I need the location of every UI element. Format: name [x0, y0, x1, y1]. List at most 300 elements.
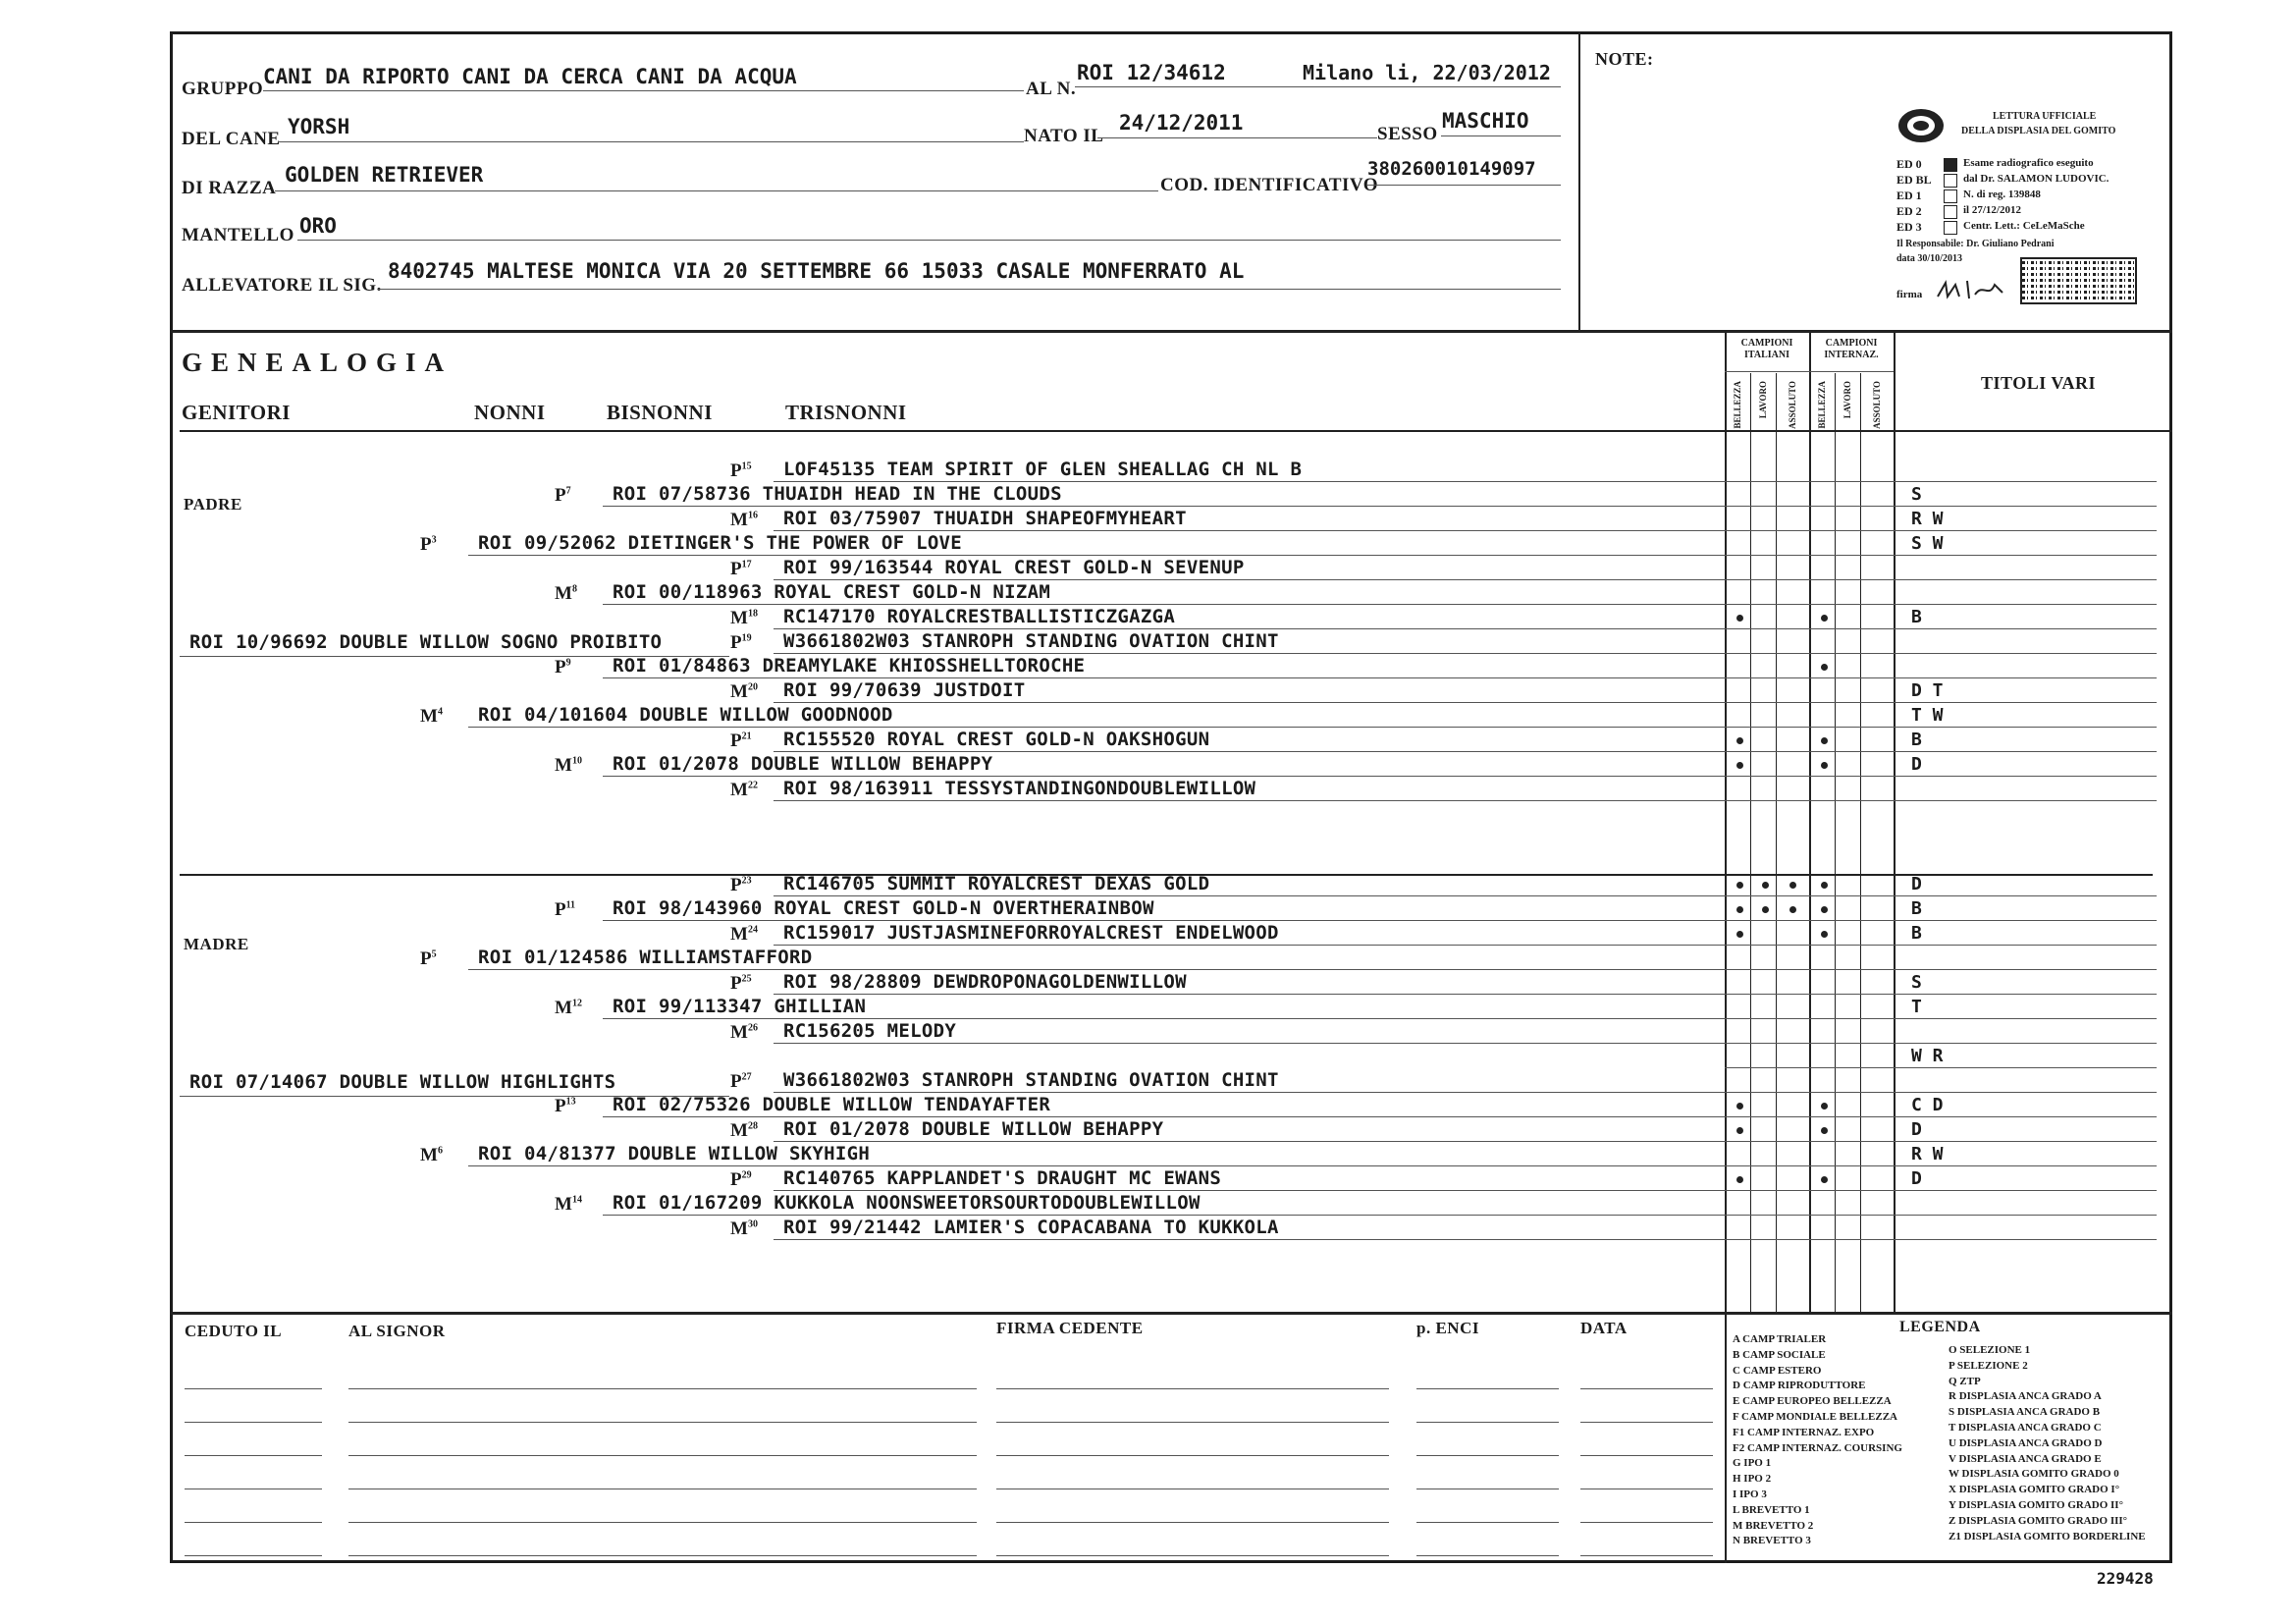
stamp-code-1: ED BL [1896, 173, 1932, 187]
sub-col-3: BELLEZZA [1817, 381, 1827, 429]
pedigree-mark [730, 1071, 752, 1093]
pedigree-mark [420, 706, 443, 728]
razza-underline [275, 190, 1158, 191]
pedigree-mark [555, 998, 582, 1019]
pedigree-mark [730, 608, 758, 629]
stamp-code-2: ED 1 [1896, 189, 1922, 202]
pedigree-mark [730, 973, 752, 995]
stamp-checkbox-0 [1944, 158, 1957, 172]
pedigree-mark-number: 16 [747, 510, 758, 521]
stamp-text-3: il 27/12/2012 [1963, 204, 2021, 216]
legenda-item: T DISPLASIA ANCA GRADO C [1949, 1422, 2102, 1434]
titles-vari-value: D [1911, 874, 1922, 894]
champion-mark [1736, 1103, 1743, 1110]
pedigree-underline [603, 506, 1725, 507]
pedigree-mark [555, 1194, 582, 1216]
pedigree-entry: ROI 99/21442 LAMIER'S COPACABANA TO KUKKOLA [783, 1217, 1279, 1238]
sub-col-2: ASSOLUTO [1788, 381, 1797, 429]
titles-vari-value: C D [1911, 1095, 1944, 1115]
p-enci-label: p. ENCI [1416, 1319, 1479, 1337]
legenda-item: G IPO 1 [1733, 1457, 1772, 1470]
stamp-checkbox-3 [1944, 205, 1957, 219]
pedigree-mark-number: 3 [431, 534, 437, 546]
legenda-item: M BREVETTO 2 [1733, 1519, 1814, 1532]
col-nonni: NONNI [474, 401, 546, 424]
footer-blank-line [996, 1522, 1389, 1523]
pedigree-mark-letter: M [730, 608, 748, 628]
footer-blank-line [1416, 1522, 1559, 1523]
legenda-item: Q ZTP [1949, 1375, 1981, 1387]
signature [1934, 275, 2007, 304]
legenda-item: D CAMP RIPRODUTTORE [1733, 1380, 1866, 1392]
padre-name: ROI 10/96692 DOUBLE WILLOW SOGNO PROIBITO [189, 631, 663, 653]
pedigree-mark [555, 1096, 576, 1117]
pedigree-underline [774, 751, 1725, 752]
titles-row-line [1725, 1190, 2157, 1191]
titles-row-line [1725, 800, 2157, 801]
pedigree-entry: ROI 02/75326 DOUBLE WILLOW TENDAYAFTER [613, 1094, 1051, 1115]
champion-mark [1789, 882, 1796, 889]
titles-row-line [1725, 506, 2157, 507]
titles-vari-value: R W [1911, 509, 1944, 529]
pedigree-mark [555, 485, 571, 507]
footer-blank-line [1580, 1422, 1713, 1423]
legenda-item: C CAMP ESTERO [1733, 1364, 1822, 1377]
del-cane-label: DEL CANE [182, 129, 281, 149]
titles-row-line [1725, 653, 2157, 654]
pedigree-mark-letter: P [730, 973, 742, 994]
legenda-item: L BREVETTO 1 [1733, 1503, 1810, 1516]
stamp-code-3: ED 2 [1896, 204, 1922, 218]
pedigree-mark [730, 1120, 758, 1142]
footer-blank-line [1580, 1555, 1713, 1556]
col-genitori: GENITORI [182, 401, 291, 424]
footer-blank-line [996, 1422, 1389, 1423]
pedigree-underline [468, 727, 1725, 728]
pedigree-entry: ROI 98/28809 DEWDROPONAGOLDENWILLOW [783, 971, 1187, 993]
pedigree-mark-number: 26 [747, 1022, 758, 1034]
pedigree-mark [420, 948, 437, 970]
pedigree-mark [555, 583, 577, 605]
titles-vari-value: D [1911, 1119, 1922, 1140]
pedigree-underline [468, 555, 1725, 556]
razza-label: DI RAZZA [182, 178, 277, 198]
genealogy-title: GENEALOGIA [182, 348, 454, 377]
footer-blank-line [1416, 1555, 1559, 1556]
champion-mark [1736, 906, 1743, 913]
pedigree-mark [730, 632, 752, 654]
pedigree-mark-letter: P [730, 460, 742, 481]
legend-divider [1725, 1312, 1727, 1563]
footer-blank-line [348, 1422, 977, 1423]
champion-mark [1821, 1176, 1828, 1183]
pedigree-underline [468, 969, 1725, 970]
pedigree-mark-letter: P [730, 559, 742, 579]
pedigree-mark-number: 14 [571, 1194, 582, 1206]
pedigree-underline [774, 1190, 1725, 1191]
titles-row-line [1725, 945, 2157, 946]
pedigree-mark-letter: P [555, 485, 566, 506]
pedigree-mark-number: 21 [741, 731, 752, 742]
pedigree-entry: ROI 04/101604 DOUBLE WILLOW GOODNOOD [478, 704, 893, 726]
pedigree-mark-letter: M [555, 998, 572, 1018]
pedigree-entry: RC159017 JUSTJASMINEFORROYALCREST ENDELWOOD [783, 922, 1279, 944]
footer-blank-line [185, 1455, 322, 1456]
pedigree-underline [774, 1092, 1725, 1093]
pedigree-entry: ROI 99/113347 GHILLIAN [613, 996, 867, 1017]
pedigree-underline [774, 579, 1725, 580]
pedigree-mark [420, 534, 437, 556]
legenda-item: Z1 DISPLASIA GOMITO BORDERLINE [1949, 1530, 2146, 1543]
pedigree-mark-letter: P [555, 899, 566, 920]
stamp-checkbox-2 [1944, 189, 1957, 203]
champion-mark [1789, 906, 1796, 913]
footer-blank-line [348, 1522, 977, 1523]
pedigree-mark [730, 1218, 758, 1240]
footer-blank-line [1580, 1522, 1713, 1523]
pedigree-underline [774, 1141, 1725, 1142]
pedigree-mark [555, 755, 582, 777]
nato-il-value: 24/12/2011 [1119, 111, 1244, 135]
legenda-item: X DISPLASIA GOMITO GRADO I° [1949, 1484, 2120, 1496]
gruppo-value: CANI DA RIPORTO CANI DA CERCA CANI DA ACQUA [263, 65, 797, 88]
header-bottom-line [170, 330, 2172, 333]
allevatore-value: 8402745 MALTESE MONICA VIA 20 SETTEMBRE 66 15033 CASALE MONFERRATO AL [388, 259, 1245, 283]
pedigree-mark-letter: M [730, 1120, 748, 1141]
footer-blank-line [1416, 1388, 1559, 1389]
pedigree-mark [730, 510, 758, 531]
titles-row-line [1725, 994, 2157, 995]
al-signor-label: AL SIGNOR [348, 1322, 446, 1340]
champion-col-3 [1809, 332, 1811, 1314]
champion-mark [1736, 737, 1743, 744]
footer-blank-line [996, 1388, 1389, 1389]
pedigree-entry: ROI 04/81377 DOUBLE WILLOW SKYHIGH [478, 1143, 871, 1164]
sesso-value: MASCHIO [1442, 109, 1529, 133]
col-bisnonni: BISNONNI [607, 401, 713, 424]
pedigree-underline [468, 1165, 1725, 1166]
stamp-checkbox-4 [1944, 221, 1957, 235]
champion-mark [1821, 615, 1828, 622]
titles-row-line [1725, 1141, 2157, 1142]
pedigree-entry: ROI 99/163544 ROYAL CREST GOLD-N SEVENUP [783, 557, 1245, 578]
pedigree-entry: ROI 00/118963 ROYAL CREST GOLD-N NIZAM [613, 581, 1051, 603]
titles-row-line [1725, 1092, 2157, 1093]
al-n-label: AL N. [1026, 79, 1077, 99]
al-n-underline [1075, 86, 1561, 87]
titles-vari-value: D [1911, 754, 1922, 775]
champion-mark [1821, 664, 1828, 671]
pedigree-underline [774, 895, 1725, 896]
pedigree-mark-number: 10 [571, 755, 582, 767]
titles-vari-value: W R [1911, 1046, 1944, 1066]
pedigree-mark-number: 5 [431, 948, 437, 960]
titles-row-line [1725, 969, 2157, 970]
champion-header-bottom [1725, 430, 2172, 432]
sesso-underline [1441, 135, 1561, 136]
champion-header-sep [1725, 371, 1894, 372]
footer-blank-line [348, 1455, 977, 1456]
footer-blank-line [348, 1555, 977, 1556]
pedigree-mark-letter: M [555, 1194, 572, 1215]
legenda-item: F CAMP MONDIALE BELLEZZA [1733, 1411, 1897, 1423]
pedigree-mark-letter: M [730, 1218, 748, 1239]
pedigree-mark-letter: M [730, 681, 748, 702]
pedigree-mark [730, 731, 752, 752]
razza-value: GOLDEN RETRIEVER [285, 163, 484, 187]
titles-vari-value: S W [1911, 533, 1944, 554]
pedigree-mark [555, 657, 571, 678]
stamp-text-4: Centr. Lett.: CeLeMaSche [1963, 220, 2085, 232]
titles-row-line [1725, 677, 2157, 678]
champion-col-1 [1750, 373, 1751, 1314]
pedigree-mark-number: 6 [437, 1145, 443, 1157]
legenda-item: F1 CAMP INTERNAZ. EXPO [1733, 1426, 1875, 1438]
pedigree-mark [730, 924, 758, 946]
pedigree-underline [774, 800, 1725, 801]
champion-mark [1736, 615, 1743, 622]
pedigree-mark [730, 559, 752, 580]
stamp-qr-code [2020, 257, 2137, 304]
footer-blank-line [1580, 1455, 1713, 1456]
pedigree-underline [774, 1239, 1725, 1240]
pedigree-mark-letter: P [420, 948, 432, 969]
pedigree-mark-number: 11 [565, 899, 576, 911]
pedigree-entry: ROI 01/2078 DOUBLE WILLOW BEHAPPY [783, 1118, 1164, 1140]
nato-il-underline [1097, 137, 1377, 138]
pedigree-mark [555, 899, 575, 921]
footer-blank-line [185, 1522, 322, 1523]
pedigree-mark-letter: M [555, 583, 572, 604]
pedigree-entry: RC156205 MELODY [783, 1020, 957, 1042]
del-cane-value: YORSH [288, 115, 350, 138]
champion-col-4 [1835, 373, 1836, 1314]
pedigree-mark-letter: P [730, 731, 742, 751]
pedigree-underline [774, 628, 1725, 629]
footer-blank-line [185, 1422, 322, 1423]
pedigree-mark-number: 28 [747, 1120, 758, 1132]
footer-blank-line [185, 1388, 322, 1389]
pedigree-entry: ROI 99/70639 JUSTDOIT [783, 679, 1026, 701]
place-date: Milano li, 22/03/2012 [1303, 61, 1551, 84]
cod-value: 380260010149097 [1367, 158, 1536, 180]
pedigree-entry: RC146705 SUMMIT ROYALCREST DEXAS GOLD [783, 873, 1210, 894]
titles-row-line [1725, 1018, 2157, 1019]
stamp-title-2: DELLA DISPLASIA DEL GOMITO [1961, 126, 2116, 136]
pedigree-underline [603, 920, 1725, 921]
titles-row-line [1725, 1067, 2157, 1068]
stamp-checkbox-1 [1944, 174, 1957, 188]
stamp-title-1: LETTURA UFFICIALE [1993, 111, 2097, 122]
campioni-italiani: CAMPIONI ITALIANI [1740, 338, 1793, 360]
stamp-code-4: ED 3 [1896, 220, 1922, 234]
pedigree-mark-number: 27 [741, 1071, 752, 1083]
data-label: DATA [1580, 1319, 1628, 1337]
footer-blank-line [1580, 1388, 1713, 1389]
sub-col-0: BELLEZZA [1733, 381, 1742, 429]
champion-col-2 [1776, 373, 1777, 1314]
legenda-item: A CAMP TRIALER [1733, 1333, 1827, 1345]
titles-row-line [1725, 751, 2157, 752]
pedigree-entry: W3661802W03 STANROPH STANDING OVATION CHINT [783, 630, 1279, 652]
stamp-text-2: N. di reg. 139848 [1963, 189, 2041, 200]
stamp-text-1: dal Dr. SALAMON LUDOVIC. [1963, 173, 2109, 185]
titles-row-line [1725, 1165, 2157, 1166]
pedigree-mark-letter: M [730, 510, 748, 530]
cod-underline [1367, 185, 1561, 186]
pedigree-entry: ROI 98/163911 TESSYSTANDINGONDOUBLEWILLOW [783, 778, 1256, 799]
pedigree-mark-number: 15 [741, 460, 752, 472]
pedigree-mark-letter: M [555, 755, 572, 776]
stamp-code-0: ED 0 [1896, 157, 1922, 171]
madre-name: ROI 07/14067 DOUBLE WILLOW HIGHLIGHTS [189, 1071, 616, 1093]
al-n-value: ROI 12/34612 [1077, 61, 1226, 84]
titles-vari-value: B [1911, 923, 1922, 944]
champion-mark [1736, 931, 1743, 938]
pedigree-entry: ROI 01/84863 DREAMYLAKE KHIOSSHELLTOROCHE [613, 655, 1086, 677]
madre-label: MADRE [184, 935, 249, 953]
titles-vari-value: T W [1911, 705, 1944, 726]
titles-row-line [1725, 555, 2157, 556]
pedigree-mark [730, 1022, 758, 1044]
pedigree-mark-letter: P [730, 1169, 742, 1190]
footer-blank-line [1416, 1455, 1559, 1456]
legenda-item: Y DISPLASIA GOMITO GRADO II° [1949, 1499, 2123, 1511]
titles-vari-value: S [1911, 972, 1922, 993]
champion-mark [1821, 1103, 1828, 1110]
pedigree-mark-letter: P [730, 875, 742, 895]
pedigree-underline [774, 530, 1725, 531]
pedigree-underline [774, 945, 1725, 946]
legenda-item: H IPO 2 [1733, 1473, 1772, 1486]
champion-mark [1762, 906, 1769, 913]
nato-il-label: NATO IL [1024, 126, 1104, 146]
legenda-title: LEGENDA [1899, 1319, 1981, 1335]
champion-mark [1821, 762, 1828, 769]
pedigree-entry: LOF45135 TEAM SPIRIT OF GLEN SHEALLAG CH NL B [783, 459, 1303, 480]
legenda-item: Z DISPLASIA GOMITO GRADO III° [1949, 1514, 2128, 1527]
pedigree-underline [603, 1018, 1725, 1019]
pedigree-mark-number: 4 [437, 706, 443, 718]
titles-row-line [1725, 920, 2157, 921]
champion-mark [1821, 931, 1828, 938]
footer-blank-line [185, 1555, 322, 1556]
pedigree-mark [730, 1169, 752, 1191]
stamp-text-0: Esame radiografico eseguito [1963, 157, 2094, 169]
titles-vari-value: T [1911, 997, 1922, 1017]
pedigree-underline [774, 481, 1725, 482]
pedigree-mark-number: 8 [571, 583, 577, 595]
titles-vari-value: B [1911, 730, 1922, 750]
pedigree-entry: RC155520 ROYAL CREST GOLD-N OAKSHOGUN [783, 729, 1210, 750]
footer-blank-line [1416, 1422, 1559, 1423]
pedigree-entry: ROI 07/58736 THUAIDH HEAD IN THE CLOUDS [613, 483, 1062, 505]
pedigree-entry: ROI 01/2078 DOUBLE WILLOW BEHAPPY [613, 753, 993, 775]
pedigree-entry: ROI 01/167209 KUKKOLA NOONSWEETORSOURTODOUBLEWILLOW [613, 1192, 1201, 1214]
legenda-item: R DISPLASIA ANCA GRADO A [1949, 1390, 2102, 1403]
champion-mark [1736, 762, 1743, 769]
titoli-vari: TITOLI VARI [1981, 373, 2097, 393]
legenda-item: U DISPLASIA ANCA GRADO D [1949, 1436, 2103, 1449]
titles-row-line [1725, 1116, 2157, 1117]
pedigree-entry: ROI 09/52062 DIETINGER'S THE POWER OF LOVE [478, 532, 963, 554]
sub-col-5: ASSOLUTO [1872, 381, 1882, 429]
pedigree-mark-letter: M [730, 780, 748, 800]
note-label: NOTE: [1595, 49, 1654, 69]
titles-row-line [1725, 1239, 2157, 1240]
legenda-item: E CAMP EUROPEO BELLEZZA [1733, 1395, 1892, 1408]
del-cane-underline [278, 141, 1024, 142]
pedigree-underline [774, 1043, 1725, 1044]
pedigree-underline [603, 604, 1725, 605]
stamp-responsabile: Il Responsabile: Dr. Giuliano Pedrani [1896, 239, 2055, 249]
pedigree-mark-number: 18 [747, 608, 758, 620]
pedigree-mark-number: 7 [565, 485, 571, 497]
pedigree-mark-number: 25 [741, 973, 752, 985]
col-trisnonni: TRISNONNI [785, 401, 907, 424]
pedigree-mark-number: 19 [741, 632, 752, 644]
pedigree-underline [603, 776, 1725, 777]
cod-label: COD. IDENTIFICATIVO [1160, 175, 1379, 195]
pedigree-mark-letter: P [730, 1071, 742, 1092]
gruppo-label: GRUPPO [182, 79, 264, 99]
pedigree-entry: ROI 01/124586 WILLIAMSTAFFORD [478, 947, 813, 968]
pedigree-mark-number: 30 [747, 1218, 758, 1230]
mantello-underline [297, 240, 1561, 241]
allevatore-label: ALLEVATORE IL SIG. [182, 275, 382, 296]
allevatore-underline [378, 289, 1561, 290]
sub-col-1: LAVORO [1758, 381, 1768, 419]
pedigree-mark [730, 875, 752, 896]
mantello-label: MANTELLO [182, 225, 294, 245]
pedigree-mark [420, 1145, 443, 1166]
champion-mark [1736, 882, 1743, 889]
champion-col-0 [1725, 332, 1727, 1314]
pedigree-mark-number: 29 [741, 1169, 752, 1181]
pedigree-mark-number: 12 [571, 998, 582, 1009]
titles-row-line [1725, 530, 2157, 531]
champion-mark [1821, 1127, 1828, 1134]
header-divider [1578, 31, 1580, 331]
titles-row-line [1725, 895, 2157, 896]
pedigree-mark-letter: M [420, 706, 438, 727]
titles-row-line [1725, 628, 2157, 629]
titles-row-line [1725, 481, 2157, 482]
campioni-internaz: CAMPIONI INTERNAZ. [1824, 338, 1879, 360]
pedigree-mark-letter: P [420, 534, 432, 555]
legenda-item: P SELEZIONE 2 [1949, 1359, 2028, 1372]
titles-vari-value: R W [1911, 1144, 1944, 1164]
pedigree-mark-letter: M [730, 1022, 748, 1043]
titles-row-line [1725, 604, 2157, 605]
legenda-item: B CAMP SOCIALE [1733, 1348, 1826, 1361]
pedigree-mark-number: 17 [741, 559, 752, 570]
champion-col-5 [1860, 373, 1861, 1314]
pedigree-mark-number: 23 [741, 875, 752, 887]
pedigree-mark-number: 9 [565, 657, 571, 669]
pedigree-entry: W3661802W03 STANROPH STANDING OVATION CHINT [783, 1069, 1279, 1091]
pedigree-mark-letter: M [420, 1145, 438, 1165]
pedigree-mark [730, 681, 758, 703]
pedigree-mark-number: 20 [747, 681, 758, 693]
champion-mark [1821, 882, 1828, 889]
mantello-value: ORO [299, 214, 337, 238]
legenda-item: I IPO 3 [1733, 1489, 1767, 1500]
pedigree-mark-number: 13 [565, 1096, 576, 1108]
genealogy-header-line [180, 430, 1726, 432]
pedigree-underline [603, 677, 1725, 678]
pedigree-underline [774, 994, 1725, 995]
